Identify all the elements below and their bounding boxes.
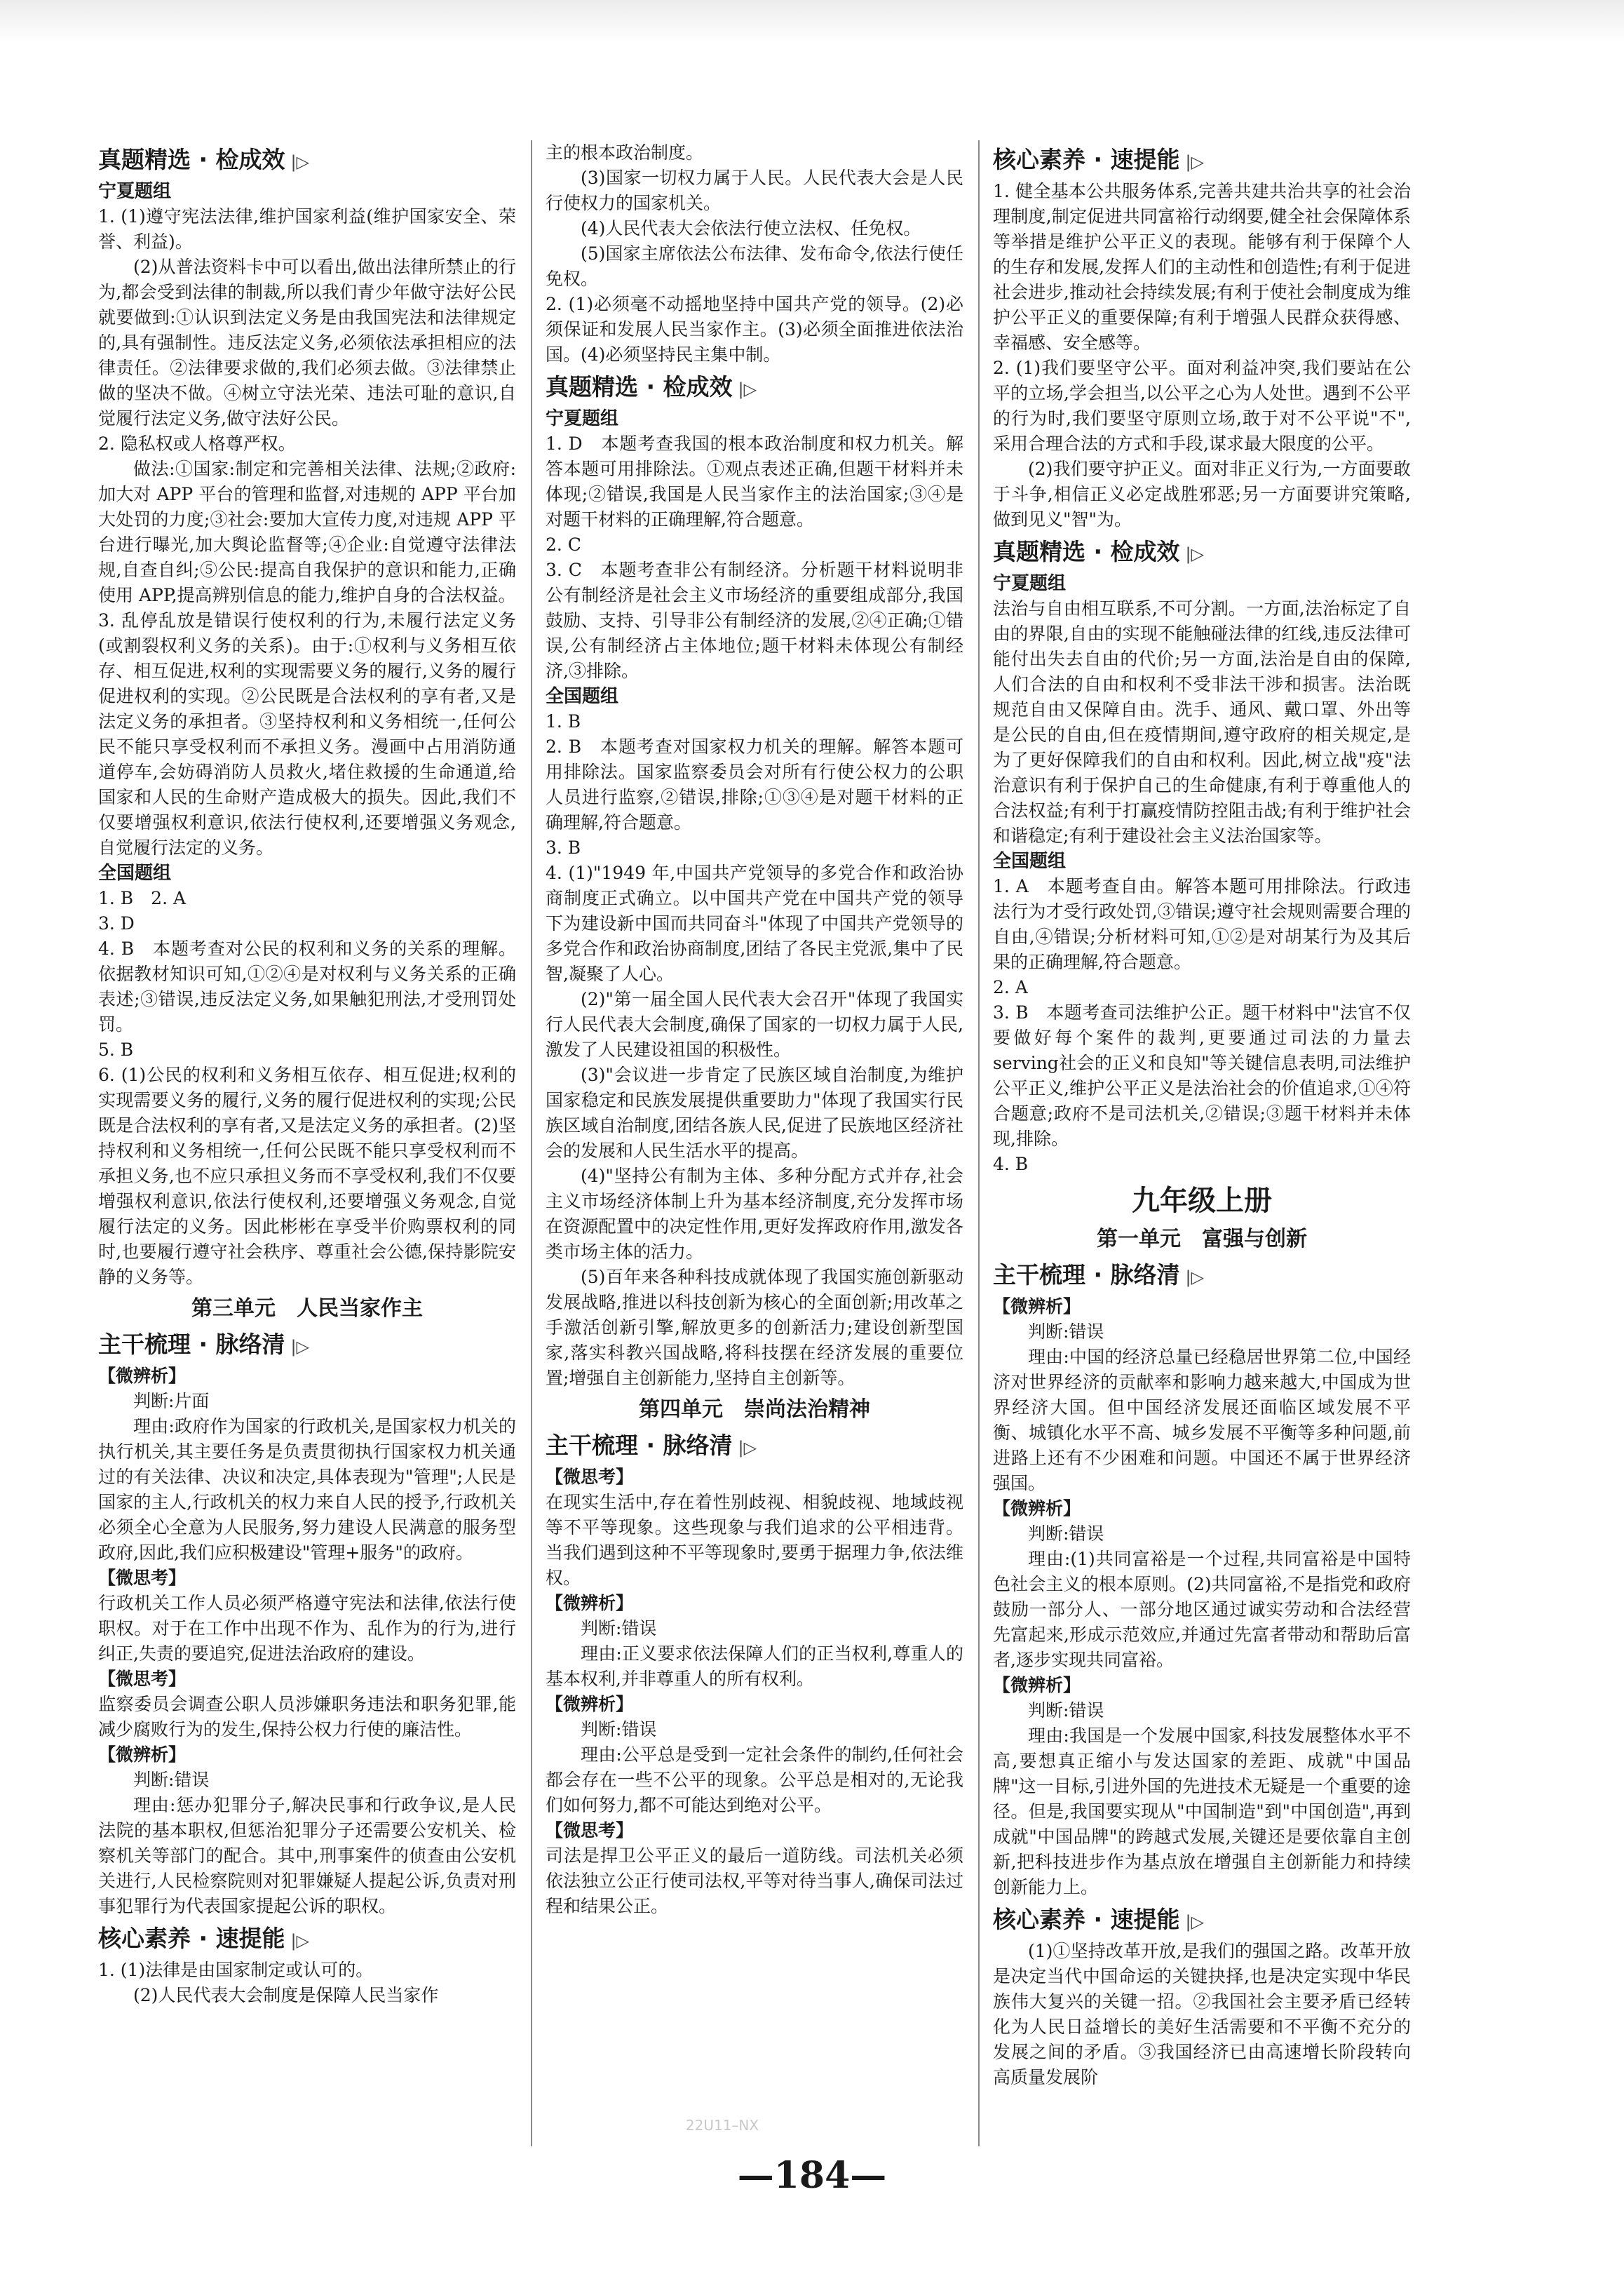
paragraph: 判断:错误 (1028, 1321, 1104, 1342)
paragraph: 1. B 2. A (98, 888, 187, 908)
paragraph: 判断:片面 (133, 1391, 210, 1411)
section-heading-text: 核心素养 · 速提能 (98, 1925, 285, 1952)
section-heading (546, 1429, 963, 1465)
paragraph: 3. B (546, 837, 581, 858)
heading-arrow-icon: |▷ (738, 1438, 757, 1458)
paragraph: 1. (1)法律是由国家制定或认可的。 (98, 1960, 374, 1980)
paragraph: 理由:中国的经济总量已经稳居世界第二位,中国经济对世界经济的贡献率和影响力越来越大,中国成为世界经济大国。但中国经济发展还面临区域发展不平衡、城镇化水平不高、城乡发展不平衡等多种问题,前进路上还有不少困难和问题。中国还不属于世界经济强国。 (993, 1347, 1411, 1493)
paragraph: 2. A (993, 977, 1028, 997)
paragraph: 4. B 本题考查对公民的权利和义务的关系的理解。依据教材知识可知,①②④是对权利与义务关系的正确表述;③错误,违反法定义务,如果触犯刑法,才受刑罚处罚。 (98, 938, 516, 1035)
paragraph: 监察委员会调查公职人员涉嫌职务违法和职务犯罪,能减少腐败行为的发生,保持公权力行使的廉洁性。 (98, 1694, 516, 1740)
paragraph: 行政机关工作人员必须严格遵守宪法和法律,依法行使职权。对于在工作中出现不作为、乱作为的行为,进行纠正,失责的要追究,促进法治政府的建设。 (98, 1593, 516, 1664)
section-heading (993, 1903, 1411, 1939)
paragraph: (3)国家一切权力属于人民。人民代表大会是人民行使权力的国家机关。 (546, 168, 963, 213)
paragraph: 理由:公平总是受到一定社会条件的制约,任何社会都会存在一些不公平的现象。公平总是相对的,无论我们如何努力,都不可能达到绝对公平。 (546, 1744, 963, 1815)
sub-label: 【微思考】 (98, 1669, 187, 1689)
heading-arrow-icon: |▷ (1185, 1267, 1205, 1287)
sub-label: 【微思考】 (546, 1820, 634, 1841)
paragraph: 2. B 本题考查对国家权力机关的理解。解答本题可用排除法。国家监察委员会对所有行使公权力的公职人员进行监察,②错误,排除;①③④是对题干材料的正确理解,符合题意。 (546, 736, 963, 833)
paragraph: 5. B (98, 1040, 134, 1060)
unit-heading: 第三单元 人民当家作主 (191, 1296, 423, 1321)
section-heading-text: 核心素养 · 速提能 (993, 146, 1180, 173)
section-heading-text: 主干梳理 · 脉络清 (993, 1261, 1180, 1289)
column-right (993, 140, 1411, 2146)
section-heading-text: 真题精选 · 检成效 (993, 538, 1180, 565)
section-heading-text: 主干梳理 · 脉络清 (98, 1331, 285, 1358)
sub-label: 【微辨析】 (546, 1593, 634, 1613)
sub-label: 【微辨析】 (993, 1498, 1081, 1519)
section-heading (993, 1258, 1411, 1294)
group-label: 宁夏题组 (993, 573, 1067, 594)
heading-arrow-icon: |▷ (290, 1337, 310, 1357)
paragraph: 理由:惩办犯罪分子,解决民事和行政争议,是人民法院的基本职权,但惩治犯罪分子还需要公安机关、检察机关等部门的配合。其中,刑事案件的侦查由公安机关进行,人民检察院则对犯罪嫌疑人提起公诉,负责对刑事犯罪行为代表国家提起公诉的职权。 (98, 1795, 516, 1916)
paragraph: 3. D (98, 913, 135, 934)
paragraph: 4. (1)"1949 年,中国共产党领导的多党合作和政治协商制度正式确立。以中国共产党在中国共产党的领导下为建设新中国而共同奋斗"体现了中国共产党领导的多党合作和政治协商制度,团结了各民主党派,集中了民智,凝聚了人心。 (546, 863, 963, 984)
paragraph: 法治与自由相互联系,不可分割。一方面,法治标定了自由的界限,自由的实现不能触碰法律的红线,违反法律可能付出失去自由的代价;另一方面,法治是自由的保障,人们合法的自由和权利不受非法干涉和损害。法治既规范自由又保障自由。洗手、通风、戴口罩、外出等是公民的自由,但在疫情期间,遵守政府的相关规定,是为了更好保障我们的自由和权利。因此,树立战"疫"法治意识有利于保护自己的生命健康,有利于尊重他人的合法权益;有利于打赢疫情防控阻击战;有利于维护社会和谐稳定;有利于建设社会主义法治国家等。 (993, 598, 1411, 846)
paragraph: 3. B 本题考查司法维护公正。题干材料中"法官不仅要做好每个案件的裁判,更要通过司法的力量去serving社会的正义和良知"等关键信息表明,司法维护公平正义,维护公平正义是法治社会的价值追求,①④符合题意;政府不是司法机关,②错误;③题干材料并未体现,排除。 (993, 1002, 1411, 1149)
group-label: 全国题组 (993, 851, 1067, 872)
paragraph: 判断:错误 (1028, 1523, 1104, 1544)
heading-arrow-icon: |▷ (1185, 152, 1205, 172)
sub-label: 【微辨析】 (98, 1366, 187, 1386)
column-middle (546, 140, 963, 2146)
heading-arrow-icon: |▷ (290, 1931, 310, 1951)
paragraph: (2)人民代表大会制度是保障人民当家作 (133, 1985, 439, 2005)
section-heading-text: 真题精选 · 检成效 (546, 373, 733, 401)
section-heading (546, 370, 963, 406)
paragraph: 判断:错误 (581, 1618, 657, 1639)
paragraph: 6. (1)公民的权利和义务相互依存、相互促进;权利的实现需要义务的履行,义务的履行促进权利的实现;公民既是合法权利的享有者,又是法定义务的承担者。(2)坚持权利和义务相统一,任何公民既不能只享受权利而不承担义务,也不应只承担义务而不享受权利,我们不仅要增强权利意识,依法行使权利,还要增强义务观念,自觉履行法定的义务。因此彬彬在享受半价购票权利的同时,也要履行遵守社会秩序、尊重社会公德,保持影院安静的义务等。 (98, 1065, 516, 1287)
group-label: 全国题组 (98, 863, 172, 884)
unit-heading: 第一单元 富强与创新 (1097, 1227, 1307, 1251)
unit-heading: 第四单元 崇尚法治精神 (639, 1397, 870, 1422)
paragraph: 1. B (546, 711, 581, 732)
grade-heading: 九年级上册 (1132, 1185, 1272, 1217)
section-heading (98, 1922, 516, 1958)
paragraph: 2. (1)我们要坚守公平。面对利益冲突,我们要站在公平的立场,学会担当,以公平之心为人处世。遇到不公平的行为时,我们要坚守原则立场,敢于对不公平说"不",采用合理合法的方式和手段,谋求最大限度的公平。 (993, 358, 1411, 454)
paragraph: (2)"第一届全国人民代表大会召开"体现了我国实行人民代表大会制度,确保了国家的一切权力属于人民,激发了人民建设祖国的积极性。 (546, 989, 963, 1060)
column-divider-right (978, 140, 980, 2146)
paragraph: 2. (1)必须毫不动摇地坚持中国共产党的领导。(2)必须保证和发展人民当家作主。(3)必须全面推进依法治国。(4)必须坚持民主集中制。 (546, 294, 963, 365)
heading-arrow-icon: |▷ (738, 379, 757, 399)
section-heading (98, 1328, 516, 1364)
paragraph: 1. 健全基本公共服务体系,完善共建共治共享的社会治理制度,制定促进共同富裕行动纲要,健全社会保障体系等举措是维护公平正义的表现。能够有利于保障个人的生存和发展,发挥人们的主动性和创造性;有利于促进社会进步,推动社会持续发展;有利于使社会制度成为维护公平正义的重要保障;有利于增强人民群众获得感、幸福感、安全感等。 (993, 181, 1411, 353)
section-heading-text: 核心素养 · 速提能 (993, 1906, 1180, 1933)
section-heading (993, 535, 1411, 571)
paragraph: 1. D 本题考查我国的根本政治制度和权力机关。解答本题可用排除法。①观点表述正确,但题干材料并未体现;②错误,我国是人民当家作主的法治国家;③④是对题干材料的正确理解,符合题意。 (546, 433, 963, 530)
column-left (98, 140, 516, 2146)
section-heading (98, 143, 516, 179)
paragraph: (1)①坚持改革开放,是我们的强国之路。改革开放是决定当代中国命运的关键抉择,也是决定实现中华民族伟大复兴的关键一招。②我国社会主要矛盾已经转化为人民日益增长的美好生活需要和不平衡不充分的发展之间的矛盾。③我国经济已由高速增长阶段转向高质量发展阶 (993, 1941, 1411, 2087)
paragraph: (5)国家主席依法公布法律、发布命令,依法行使任免权。 (546, 243, 963, 289)
paragraph: 做法:①国家:制定和完善相关法律、法规;②政府:加大对 APP 平台的管理和监督,对违规的 APP 平台加大处罚的力度;③社会:要加大宣传力度,对违规 APP 平台进行曝光,加大舆论监督等;④企业:自觉遵守法律法规,自查自纠;⑤公民:提高自我保护的意识和能力,正确使用 APP,提高辨别信息的能力,维护自身的合法权益。 (98, 459, 516, 605)
heading-arrow-icon: |▷ (1185, 544, 1205, 564)
paragraph: 1. A 本题考查自由。解答本题可用排除法。行政违法行为才受行政处罚,③错误;遵守社会规则需要合理的自由,④错误;分析材料可知,①②是对胡某行为及其后果的正确理解,符合题意。 (993, 876, 1411, 972)
paragraph: 判断:错误 (133, 1770, 210, 1790)
page-top-shade (0, 0, 1624, 42)
watermark: 22U11–NX (685, 2117, 759, 2134)
paragraph: (4)"坚持公有制为主体、多种分配方式并存,社会主义市场经济体制上升为基本经济制度,充分发挥市场在资源配置中的决定性作用,更好发挥政府作用,激发各类市场主体的活力。 (546, 1166, 963, 1262)
section-heading-text: 真题精选 · 检成效 (98, 146, 285, 173)
paragraph: 主的根本政治制度。 (546, 142, 704, 163)
paragraph: (2)我们要守护正义。面对非正义行为,一方面要敢于斗争,相信正义必定战胜邪恶;另一方面要讲究策略,做到见义"智"为。 (993, 459, 1411, 530)
group-label: 宁夏题组 (546, 408, 619, 429)
paragraph: 理由:正义要求依法保障人们的正当权利,尊重人的基本权利,并非尊重人的所有权利。 (546, 1643, 963, 1689)
sub-label: 【微辨析】 (98, 1744, 187, 1765)
paragraph: 2. C (546, 534, 581, 555)
paragraph: 2. 隐私权或人格尊严权。 (98, 433, 296, 454)
paragraph: (3)"会议进一步肯定了民族区域自治制度,为维护国家稳定和民族发展提供重要助力"体现了我国实行民族区域自治制度,团结各族人民,促进了民族地区经济社会的发展和人民生活水平的提高。 (546, 1065, 963, 1161)
sub-label: 【微辨析】 (546, 1694, 634, 1714)
paragraph: (4)人民代表大会依法行使立法权、任免权。 (581, 218, 921, 238)
paragraph: (2)从普法资料卡中可以看出,做出法律所禁止的行为,都会受到法律的制裁,所以我们青少年做守法好公民就要做到:①认识到法定义务是由我国宪法和法律规定的,具有强制性。违反法定义务,必须依法承担相应的法律责任。②法律要求做的,我们必须去做。③法律禁止做的坚决不做。④树立守法光荣、违法可耻的意识,自觉履行法定义务,做守法好公民。 (98, 257, 516, 429)
section-heading-text: 主干梳理 · 脉络清 (546, 1432, 733, 1459)
sub-label: 【微辨析】 (993, 1675, 1081, 1695)
page-number: —184— (737, 2154, 887, 2197)
paragraph: 判断:错误 (581, 1719, 657, 1740)
paragraph: (5)百年来各种科技成就体现了我国实施创新驱动发展战略,推进以科技创新为核心的全面创新;用改革之手激活创新引擎,解放更多的创新活力;建设创新型国家,落实科教兴国战略,将科技摆在经济发展的重要位置;增强自主创新能力,坚持自主创新等。 (546, 1267, 963, 1388)
paragraph: 判断:错误 (1028, 1700, 1104, 1721)
paragraph: 司法是捍卫公平正义的最后一道防线。司法机关必须依法独立公正行使司法权,平等对待当事人,确保司法过程和结果公正。 (546, 1845, 963, 1916)
heading-arrow-icon: |▷ (290, 152, 310, 172)
column-divider-left (531, 140, 532, 2146)
paragraph: 理由:我国是一个发展中国家,科技发展整体水平不高,要想真正缩小与发达国家的差距、成就"中国品牌"这一目标,引进外国的先进技术无疑是一个重要的途径。但是,我国要实现从"中国制造"到"中国创造",再到成就"中国品牌"的跨越式发展,关键还是要依靠自主创新,把科技进步作为基点放在增强自主创新能力和持续创新能力上。 (993, 1725, 1411, 1897)
sub-label: 【微思考】 (98, 1568, 187, 1588)
group-label: 宁夏题组 (98, 181, 172, 202)
paragraph: 1. (1)遵守宪法法律,维护国家利益(维护国家安全、荣誉、利益)。 (98, 206, 516, 252)
paragraph: 3. C 本题考查非公有制经济。分析题干材料说明非公有制经济是社会主义市场经济的重要组成部分,我国鼓励、支持、引导非公有制经济的发展,②④正确;①错误,公有制经济占主体地位;题干材料未体现公有制经济,③排除。 (546, 560, 963, 681)
paragraph: 3. 乱停乱放是错误行使权利的行为,未履行法定义务(或割裂权利义务的关系)。由于:①权利与义务相互依存、相互促进,权利的实现需要义务的履行,义务的履行促进权利的实现。②公民既是合法权利的享有者,又是法定义务的承担者。③坚持权利和义务相统一,任何公民不能只享受权利而不承担义务。漫画中占用消防通道停车,会妨碍消防人员救火,堵住救援的生命通道,给国家和人民的生命财产造成极大的损失。因此,我们不仅要增强权利意识,依法行使权利,还要增强义务观念,自觉履行法定的义务。 (98, 610, 516, 858)
sub-label: 【微辨析】 (993, 1296, 1081, 1317)
paragraph: 在现实生活中,存在着性别歧视、相貌歧视、地域歧视等不平等现象。这些现象与我们追求的公平相违背。当我们遇到这种不平等现象时,要勇于据理力争,依法维权。 (546, 1492, 963, 1588)
section-heading (993, 143, 1411, 179)
group-label: 全国题组 (546, 686, 619, 707)
sub-label: 【微思考】 (546, 1467, 634, 1487)
paragraph: 理由:政府作为国家的行政机关,是国家权力机关的执行机关,其主要任务是负责贯彻执行国家权力机关通过的有关法律、决议和决定,具体表现为"管理";人民是国家的主人,行政机关的权力来自人民的授予,行政机关必须全心全意为人民服务,努力建设人民满意的服务型政府,因此,我们应积极建设"管理+服务"的政府。 (98, 1416, 516, 1563)
heading-arrow-icon: |▷ (1185, 1912, 1205, 1932)
paragraph: 4. B (993, 1154, 1029, 1174)
paragraph: 理由:(1)共同富裕是一个过程,共同富裕是中国特色社会主义的根本原则。(2)共同富裕,不是指党和政府鼓励一部分人、一部分地区通过诚实劳动和合法经营先富起来,形成示范效应,并通过先富者带动和帮助后富者,逐步实现共同富裕。 (993, 1549, 1411, 1670)
